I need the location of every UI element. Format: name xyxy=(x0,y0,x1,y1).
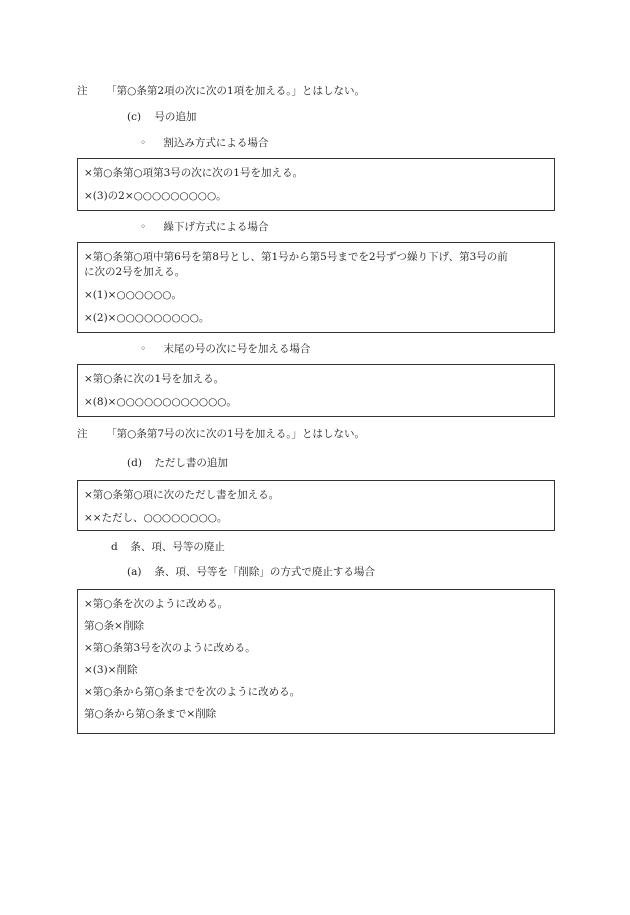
box-line: ×第○条に次の1号を加える。 xyxy=(84,373,225,385)
note-label: 注 xyxy=(77,85,88,97)
box-line: ×第○条第○項に次のただし書を加える。 xyxy=(84,489,280,501)
note-1 xyxy=(77,84,365,98)
box-line: ×(2)×○○○○○○○○○。 xyxy=(84,312,210,324)
box-line: ×第○条第○項中第6号を第8号とし、第1号から第5号までを2号ずつ繰り下げ、第3号の前 xyxy=(84,251,508,263)
heading-mark: (d) xyxy=(127,457,142,469)
box-line: ×(1)×○○○○○○。 xyxy=(84,289,182,301)
box-line: ×(3)×削除 xyxy=(84,664,138,676)
example-box-3 xyxy=(77,364,555,417)
subheading-text: 割込み方式による場合 xyxy=(163,137,269,149)
heading-text: ただし書の追加 xyxy=(154,457,228,469)
example-box-1 xyxy=(77,158,555,211)
box-line: ×(8)×○○○○○○○○○○○○。 xyxy=(84,396,237,408)
note-label: 注 xyxy=(77,428,88,440)
heading-text: 条、項、号等を「削除」の方式で廃止する場合 xyxy=(154,566,375,578)
bullet-icon: ◦ xyxy=(140,137,147,149)
box-line: ××ただし、○○○○○○○○。 xyxy=(84,512,228,524)
heading-mark: (c) xyxy=(127,111,142,123)
box-line: ×第○条第○項第3号の次に次の1号を加える。 xyxy=(84,167,303,179)
box-line: に次の2号を加える。 xyxy=(84,266,186,278)
subheading-1 xyxy=(140,136,268,150)
heading-text: 号の追加 xyxy=(154,111,197,123)
box-line: 第○条×削除 xyxy=(84,620,144,632)
heading-c xyxy=(127,110,196,124)
box-line: ×第○条から第○条までを次のように改める。 xyxy=(84,686,301,698)
note-text: 「第○条第2項の次に次の1項を加える。」とはしない。 xyxy=(106,85,365,97)
heading-big-d xyxy=(111,540,225,554)
note-2 xyxy=(77,427,365,441)
heading-a xyxy=(127,565,375,579)
heading-mark: (a) xyxy=(127,566,142,578)
heading-text: 条、項、号等の廃止 xyxy=(130,541,225,553)
note-text: 「第○条第7号の次に次の1号を加える。」とはしない。 xyxy=(106,428,365,440)
box-line: ×第○条を次のように改める。 xyxy=(84,598,228,610)
example-box-5 xyxy=(77,589,555,734)
subheading-3 xyxy=(140,342,310,356)
box-line: ×(3)の2×○○○○○○○○○。 xyxy=(84,190,227,202)
heading-d xyxy=(127,456,228,470)
bullet-icon: ◦ xyxy=(140,221,147,233)
box-line: 第○条から第○条まで×削除 xyxy=(84,708,217,720)
subheading-text: 繰下げ方式による場合 xyxy=(163,221,269,233)
example-box-2 xyxy=(77,242,555,333)
box-line: ×第○条第3号を次のように改める。 xyxy=(84,642,256,654)
heading-mark: d xyxy=(111,541,118,553)
bullet-icon: ◦ xyxy=(140,343,147,355)
example-box-4 xyxy=(77,480,555,531)
subheading-2 xyxy=(140,220,268,234)
subheading-text: 末尾の号の次に号を加える場合 xyxy=(163,343,311,355)
